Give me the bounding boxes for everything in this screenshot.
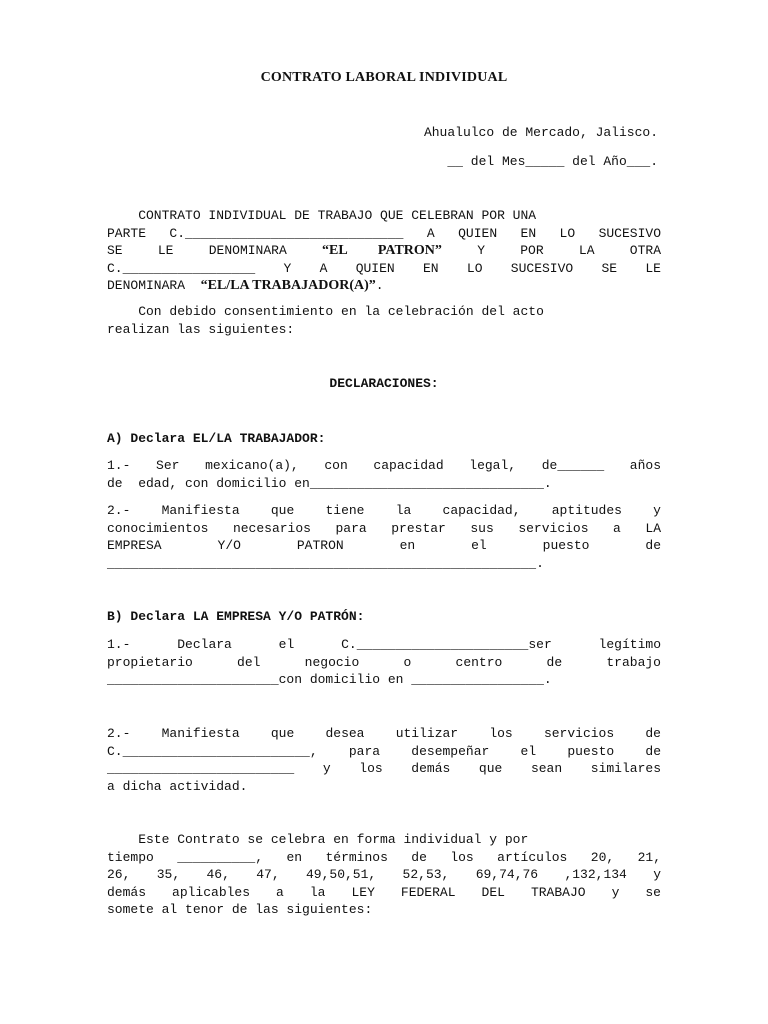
section-a-item-2-line-2: conocimientos necesarios para prestar sus servicios a LA <box>107 520 661 536</box>
consent-line-2: realizan las siguientes: <box>107 321 295 337</box>
section-b-item-2 <box>107 725 661 795</box>
closing-line-4: demás aplicables a la LEY FEDERAL DEL TRABAJO y se <box>107 884 661 900</box>
place-line: Ahualulco de Mercado, Jalisco. <box>423 125 658 140</box>
closing-line-5: somete al tenor de las siguientes: <box>107 902 373 917</box>
intro-line-5 <box>107 277 661 295</box>
closing-line-1: Este Contrato se celebra en forma individual y por <box>107 832 529 847</box>
intro-paragraph <box>107 207 661 295</box>
section-b-item-2-line-3: ________________________ y los demás que sean similares <box>107 761 661 776</box>
consent-line-1: Con debido consentimiento en la celebración del acto <box>107 304 544 319</box>
closing-paragraph <box>107 831 661 919</box>
section-b-item-1 <box>107 636 661 689</box>
section-a-heading: A) Declara EL/LA TRABAJADOR: <box>107 431 326 446</box>
intro-line-3 <box>107 242 661 260</box>
consent-paragraph <box>107 303 661 338</box>
declaraciones-heading: DECLARACIONES: <box>329 376 439 391</box>
section-a-item-1 <box>107 457 661 492</box>
section-a-item-1-line-1: 1.- Ser mexicano(a), con capacidad legal, de______ años <box>107 458 661 473</box>
intro-text-d: DENOMINARA <box>107 278 201 293</box>
intro-line-2: PARTE C.____________________________ A QUIEN EN LO SUCESIVO <box>107 225 661 241</box>
section-a-item-2-line-3: EMPRESA Y/O PATRON en el puesto de <box>107 538 661 553</box>
section-b-item-2-line-2: C.________________________, para desempeñar el puesto de <box>107 743 661 759</box>
section-b-item-1-line-2: propietario del negocio o centro de trabajo <box>107 654 661 670</box>
section-b-item-2-line-1: 2.- Manifiesta que desea utilizar los servicios de <box>107 726 661 741</box>
section-b-item-1-line-3: ______________________con domicilio en _________________. <box>107 672 552 687</box>
intro-text-e: . <box>375 278 384 293</box>
section-a-item-2-line-1: 2.- Manifiesta que tiene la capacidad, aptitudes y <box>107 503 661 518</box>
intro-line-1: CONTRATO INDIVIDUAL DE TRABAJO QUE CELEBRAN POR UNA <box>107 208 537 223</box>
section-a-item-2 <box>107 502 661 572</box>
section-a-item-1-line-2: de edad, con domicilio en______________________________. <box>107 475 552 491</box>
section-b-item-1-line-1: 1.- Declara el C.______________________ser legítimo <box>107 637 661 652</box>
section-a-item-2-line-4: _______________________________________________________. <box>107 555 544 571</box>
intro-text-c: Y POR LA OTRA <box>477 243 661 258</box>
document-title: CONTRATO LABORAL INDIVIDUAL <box>260 70 508 85</box>
el-patron-term: “EL PATRON” <box>322 243 442 258</box>
intro-line-4: C._________________ Y A QUIEN EN LO SUCESIVO SE LE <box>107 260 661 276</box>
date-line: __ del Mes_____ del Año___. <box>447 154 658 169</box>
closing-line-3: 26, 35, 46, 47, 49,50,51, 52,53, 69,74,76 ,132,134 y <box>107 867 661 882</box>
section-b-item-2-line-4: a dicha actividad. <box>107 778 248 794</box>
intro-text-a: SE LE DENOMINARA <box>107 243 323 258</box>
section-b-heading: B) Declara LA EMPRESA Y/O PATRÓN: <box>107 609 365 624</box>
closing-line-2: tiempo __________, en términos de los artículos 20, 21, <box>107 849 661 865</box>
trabajador-term: “EL/LA TRABAJADOR(A)” <box>200 278 376 293</box>
